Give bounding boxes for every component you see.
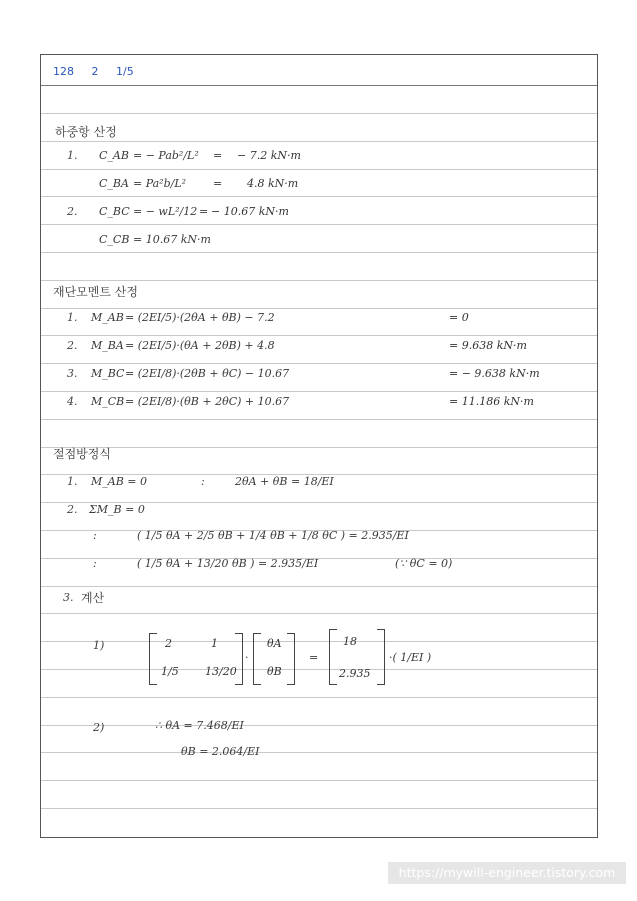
left-bracket <box>329 629 337 685</box>
equation-rhs: = Pa²b/L² <box>133 177 187 190</box>
result-value: − 10.67 kN·m <box>211 205 289 218</box>
solution-theta-b: θB = 2.064/EI <box>181 745 260 758</box>
row-number: 1. <box>67 475 78 488</box>
ruled-line <box>41 447 597 448</box>
result-value: = − 9.638 kN·m <box>449 367 540 380</box>
row-number: 2. <box>67 339 78 352</box>
ruled-line <box>41 697 597 698</box>
vector-cell: θA <box>267 637 282 650</box>
left-bracket <box>253 633 261 685</box>
ruled-line <box>41 169 597 170</box>
equation-rhs: = (2EI/5)·(2θA + θB) − 7.2 <box>125 311 275 324</box>
page-number: 128 <box>53 65 74 78</box>
matrix-cell: 13/20 <box>205 665 237 678</box>
row-number: 2. <box>67 205 78 218</box>
ruled-line <box>41 363 597 364</box>
ruled-line <box>41 641 597 642</box>
problem-number: 2 <box>91 65 99 78</box>
ruled-line <box>41 280 597 281</box>
ruled-line <box>41 669 597 670</box>
result-value: − 7.2 kN·m <box>237 149 301 162</box>
colon: : <box>201 475 205 488</box>
equation-lhs: M_BA <box>91 339 124 352</box>
ruled-line <box>41 752 597 753</box>
row-number: 1. <box>67 149 78 162</box>
equation-rhs: = (2EI/8)·(2θB + θC) − 10.67 <box>125 367 290 380</box>
vector-cell: θB <box>267 665 282 678</box>
ruled-line <box>41 808 597 809</box>
row-number: 3. <box>63 591 74 604</box>
equation-rhs: = − Pab²/L² <box>133 149 199 162</box>
left-bracket <box>149 633 157 685</box>
multiply-dot: · <box>245 651 249 664</box>
equation-rhs: 2θA + θB = 18/EI <box>235 475 334 488</box>
right-bracket <box>287 633 295 685</box>
matrix-cell: 2 <box>165 637 172 650</box>
equation-lhs: M_AB <box>91 311 124 324</box>
equation-lhs: ΣM_B = 0 <box>89 503 145 516</box>
equation-rhs: ( 1/5 θA + 2/5 θB + 1/4 θB + 1/8 θC ) = 2.935/EI <box>137 529 409 542</box>
colon: : <box>93 557 97 570</box>
ruled-line <box>41 252 597 253</box>
scale-factor: ·( 1/EI ) <box>389 651 432 664</box>
row-number: 3. <box>67 367 78 380</box>
header-divider <box>41 85 597 86</box>
equation-lhs: C_AB <box>99 149 129 162</box>
ruled-line <box>41 586 597 587</box>
ruled-line <box>41 419 597 420</box>
ruled-line <box>41 335 597 336</box>
equals-sign: = <box>213 177 223 190</box>
row-number: 1. <box>67 311 78 324</box>
row-number: 4. <box>67 395 78 408</box>
row-number: 2. <box>67 503 78 516</box>
ruled-line <box>41 391 597 392</box>
equation-lhs: C_CB <box>99 233 130 246</box>
result-value: = 9.638 kN·m <box>449 339 527 352</box>
result-value: = 0 <box>449 311 469 324</box>
right-bracket <box>235 633 243 685</box>
equation-rhs: ( 1/5 θA + 13/20 θB ) = 2.935/EI <box>137 557 319 570</box>
equation-lhs: M_AB = 0 <box>91 475 147 488</box>
ruled-line <box>41 558 597 559</box>
result-value: 4.8 kN·m <box>247 177 299 190</box>
equals-sign: = <box>213 149 223 162</box>
right-bracket <box>377 629 385 685</box>
equals-sign: = <box>309 651 319 664</box>
equals-sign: = <box>199 205 209 218</box>
step-label: 2) <box>93 721 105 734</box>
equation-lhs: C_BA <box>99 177 129 190</box>
solution-theta-a: ∴ θA = 7.468/EI <box>155 719 244 732</box>
equation-lhs: C_BC <box>99 205 130 218</box>
vector-cell: 18 <box>343 635 357 648</box>
ruled-line <box>41 141 597 142</box>
notebook-page <box>40 54 598 838</box>
page-header <box>53 65 148 78</box>
equation-lhs: M_BC <box>91 367 125 380</box>
ruled-line <box>41 613 597 614</box>
step-label: 1) <box>93 639 105 652</box>
ruled-line <box>41 308 597 309</box>
ruled-line <box>41 196 597 197</box>
section-title-fixed-end: 하중항 산정 <box>55 125 117 139</box>
colon: : <box>93 529 97 542</box>
equation-rhs: = (2EI/8)·(θB + 2θC) + 10.67 <box>125 395 290 408</box>
matrix-cell: 1 <box>211 637 218 650</box>
section-title-joint-equation: 절점방정식 <box>53 447 111 461</box>
ruled-line <box>41 725 597 726</box>
note: (∵ θC = 0) <box>395 557 453 570</box>
ruled-line <box>41 113 597 114</box>
ruled-line <box>41 224 597 225</box>
header-fraction: 1/5 <box>116 65 134 78</box>
equation-rhs: = (2EI/5)·(θA + 2θB) + 4.8 <box>125 339 275 352</box>
ruled-line <box>41 780 597 781</box>
matrix-cell: 1/5 <box>161 665 179 678</box>
section-title-end-moment: 재단모멘트 산정 <box>53 285 138 299</box>
equation-lhs: M_CB <box>91 395 125 408</box>
calculation-label: 계산 <box>81 591 105 605</box>
result-value: = 11.186 kN·m <box>449 395 534 408</box>
vector-cell: 2.935 <box>339 667 371 680</box>
watermark: https://mywill-engineer.tistory.com <box>388 862 626 884</box>
equation-rhs: = − wL²/12 <box>133 205 198 218</box>
equation-rhs: = 10.67 kN·m <box>133 233 211 246</box>
